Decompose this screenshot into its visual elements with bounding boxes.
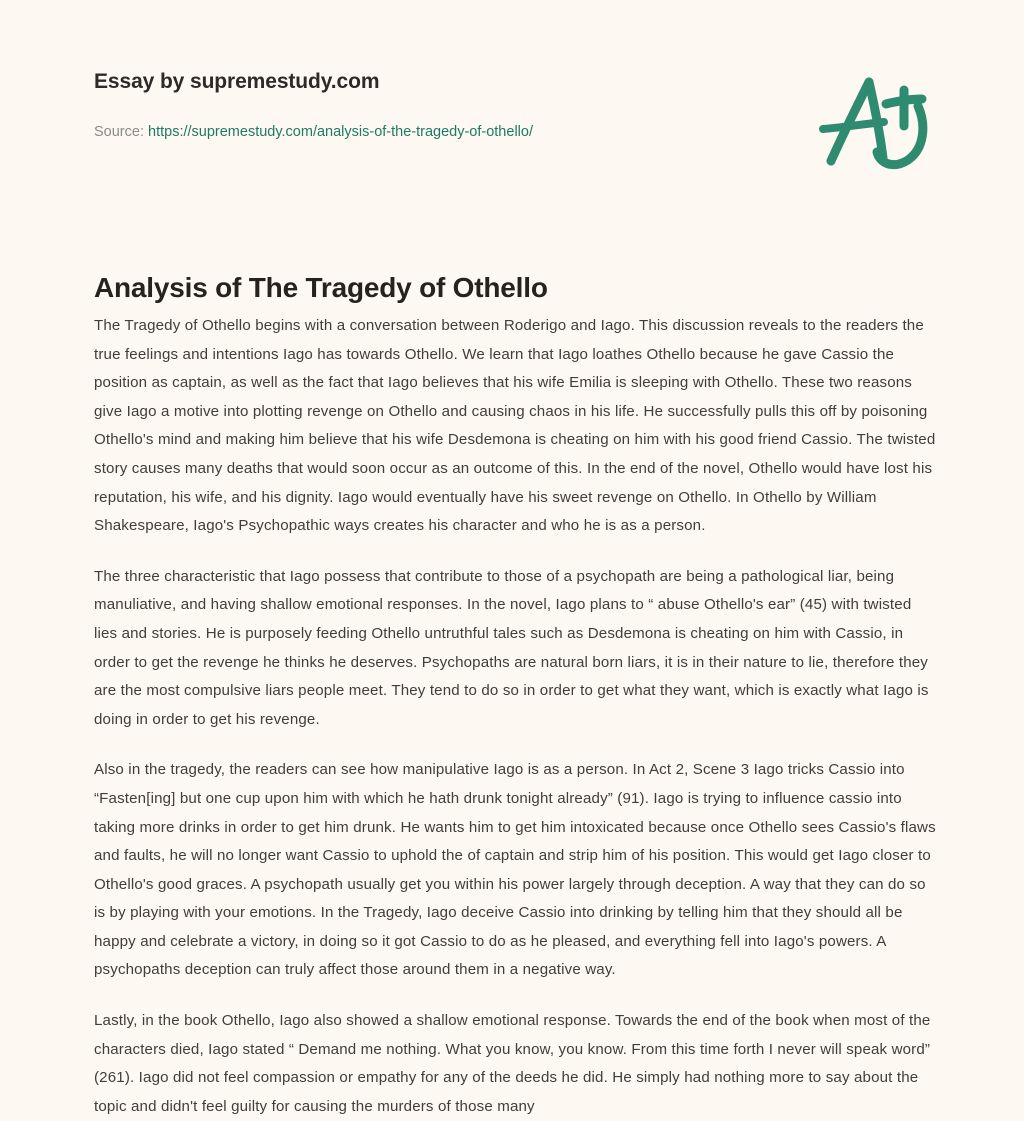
- paragraph: The Tragedy of Othello begins with a conversation between Roderigo and Iago. This discussion reveals to the readers the true feelings and intentions Iago has towards Othello. We learn that Iago loathes Othello because he gave Cassio the position as captain, as well as the fact that Iago believes that his wife Emilia is sleeping with Othello. These two reasons give Iago a motive into plotting revenge on Othello and causing chaos in his life. He successfully pulls this off by poisoning Othello's mind and making him believe that his wife Desdemona is cheating on him with his good friend Cassio. The twisted story causes many deaths that would soon occur as an outcome of this. In the end of the novel, Othello would have lost his reputation, his wife, and his dignity. Iago would eventually have his sweet revenge on Othello. In Othello by William Shakespeare, Iago's Psychopathic ways creates his character and who he is as a person.: [94, 317, 936, 535]
- paragraph: Also in the tragedy, the readers can see how manipulative Iago is as a person. In Act 2, Scene 3 Iago tricks Cassio into “Fasten[ing] but one cup upon him with which he hath drunk tonight already” (91). Iago is trying to influence cassio into taking more drinks in order to get him drunk. He wants him to get him intoxicated because once Othello sees Cassio's flaws and faults, he will no longer want Cassio to uphold the of captain and strip him of his position. This would get Iago closer to Othello's good graces. A psychopath usually get you within his power largely through deception. A way that they can do so is by playing with your emotions. In the Tragedy, Iago deceive Cassio into drinking by telling him that they should all be happy and celebrate a victory, in doing so it got Cassio to do as he pleased, and everything fell into Iago's powers. A psychopaths deception can truly affect those around them in a negative way.: [94, 761, 936, 979]
- essay-body: [94, 312, 936, 1121]
- page-title: Analysis of The Tragedy of Othello: [94, 271, 548, 303]
- page-header: [0, 0, 1024, 200]
- paragraph: Lastly, in the book Othello, Iago also showed a shallow emotional response. Towards the end of the book when most of the characters died, Iago stated “ Demand me nothing. What you know, you know. From this time forth I never will speak word” (261). Iago did not feel compassion or empathy for any of the deeds he did. He simply had nothing more to say about the topic and didn't feel guilty for causing the murders of those many: [94, 1012, 931, 1115]
- essay-byline: Essay by supremestudy.com: [94, 70, 380, 93]
- source-line: [94, 124, 533, 141]
- paragraph: The three characteristic that Iago possess that contribute to those of a psychopath are being a pathological liar, being manuliative, and having shallow emotional responses. In the novel, Iago plans to “ abuse Othello's ear” (45) with twisted lies and stories. He is purposely feeding Othello untruthful tales such as Desdemona is cheating on him with Cassio, in order to get the revenge he thinks he deserves. Psychopaths are natural born liars, it is in their nature to lie, therefore they are the most compulsive liars people meet. They tend to do so in order to get what they want, which is exactly what Iago is doing in order to get his revenge.: [94, 567, 929, 728]
- source-url-link[interactable]: https://supremestudy.com/analysis-of-the-tragedy-of-othello/: [148, 124, 533, 140]
- a-plus-logo-graphic: [812, 66, 942, 174]
- source-label: Source:: [94, 124, 144, 140]
- a-plus-logo-icon: [812, 66, 942, 174]
